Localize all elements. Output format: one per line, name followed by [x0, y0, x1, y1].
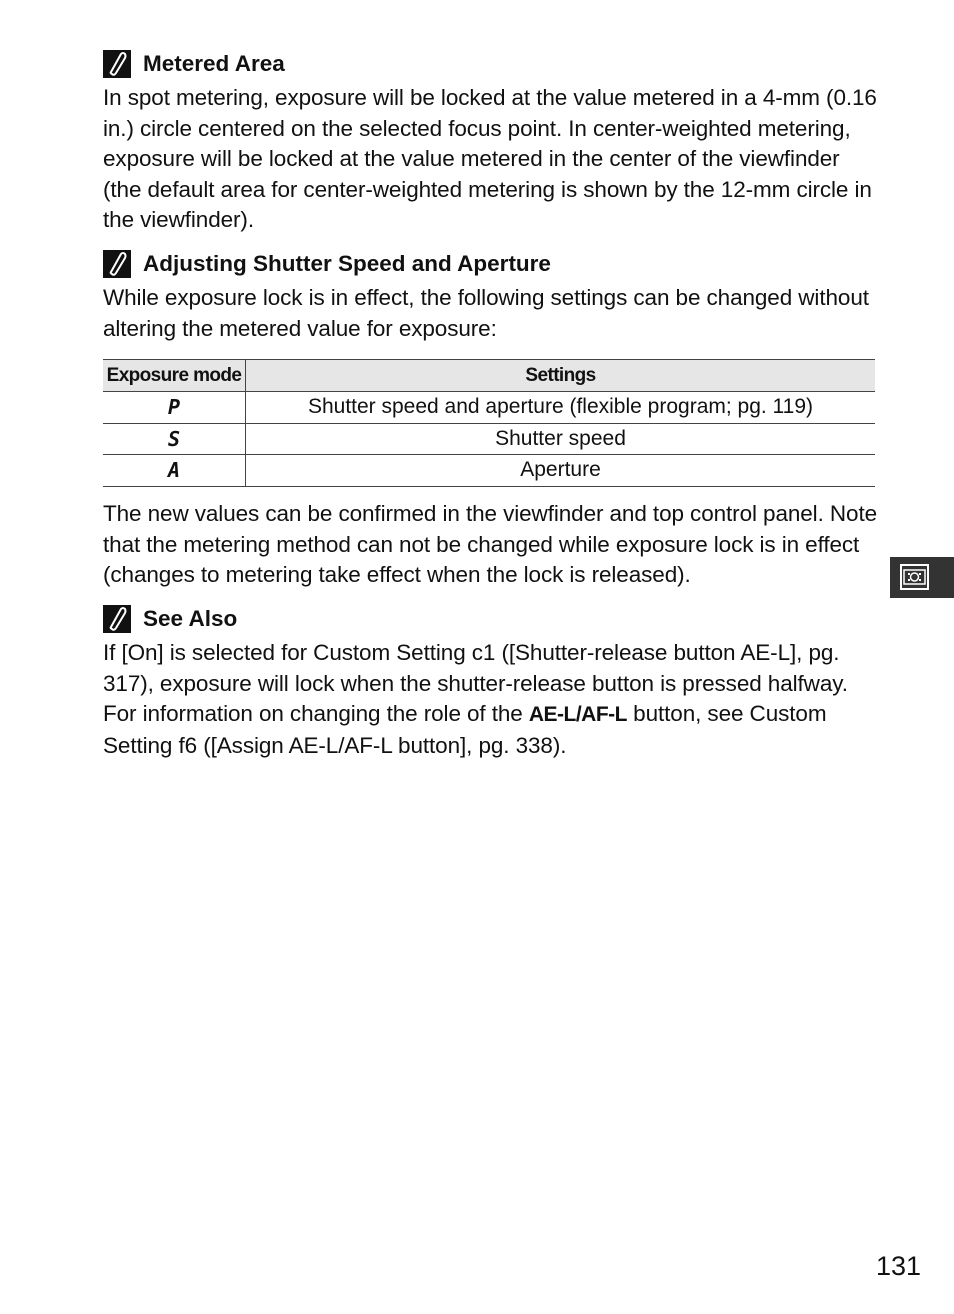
column-header-exposure-mode: Exposure mode	[103, 360, 246, 392]
table-row	[103, 423, 875, 455]
setting-cell: Shutter speed	[246, 423, 876, 455]
note-body-part1: If [On] is selected for Custom Setting c1 ([Shutter-release button AE-L], pg. 317), exposure will lock when the shutter-release button is pressed halfway. For information on changing the role of the	[103, 640, 848, 726]
note-pencil-icon	[103, 250, 131, 278]
table-header-row	[103, 360, 875, 392]
shooting-menu-camera-icon	[890, 557, 954, 598]
exposure-settings-table	[103, 359, 875, 487]
mode-cell: P	[103, 392, 246, 424]
note-body: While exposure lock is in effect, the following settings can be changed without altering the metered value for exposure:	[103, 285, 869, 341]
setting-cell: Shutter speed and aperture (flexible program; pg. 119)	[246, 392, 876, 424]
mode-cell: A	[103, 455, 246, 487]
note-body: In spot metering, exposure will be locked at the value metered in a 4-mm (0.16 in.) circle centered on the selected focus point. In center-weighted metering, exposure will be locked at the value metered in the center of the viewfinder (the default area for center-weighted metering is shown by the 12-mm circle in the viewfinder).	[103, 85, 877, 232]
note-title: Metered Area	[143, 51, 285, 76]
note-pencil-icon	[103, 605, 131, 633]
note-body	[103, 638, 878, 761]
note-heading-metered-area	[103, 50, 285, 78]
note-title: Adjusting Shutter Speed and Aperture	[143, 251, 551, 276]
note-heading-see-also	[103, 605, 237, 633]
ae-l-af-l-button-label: AE-L/AF-L	[528, 703, 628, 726]
page-number: 131	[875, 1251, 921, 1281]
note-body-part2: button, see Custom Setting f6 ([Assign AE-L/AF-L button], pg. 338).	[103, 701, 827, 758]
setting-cell: Aperture	[246, 455, 876, 487]
table-row	[103, 392, 875, 424]
table-row	[103, 455, 875, 487]
column-header-settings: Settings	[246, 360, 876, 392]
note-heading-adjusting	[103, 250, 551, 278]
note-title: See Also	[143, 606, 238, 631]
mode-cell: S	[103, 423, 246, 455]
note-pencil-icon	[103, 50, 131, 78]
paragraph-after-table: The new values can be confirmed in the viewfinder and top control panel. Note that the metering method can not be changed while exposure lock is in effect (changes to metering take effect when the lock is released).	[103, 501, 878, 587]
section-side-tab	[890, 557, 954, 598]
